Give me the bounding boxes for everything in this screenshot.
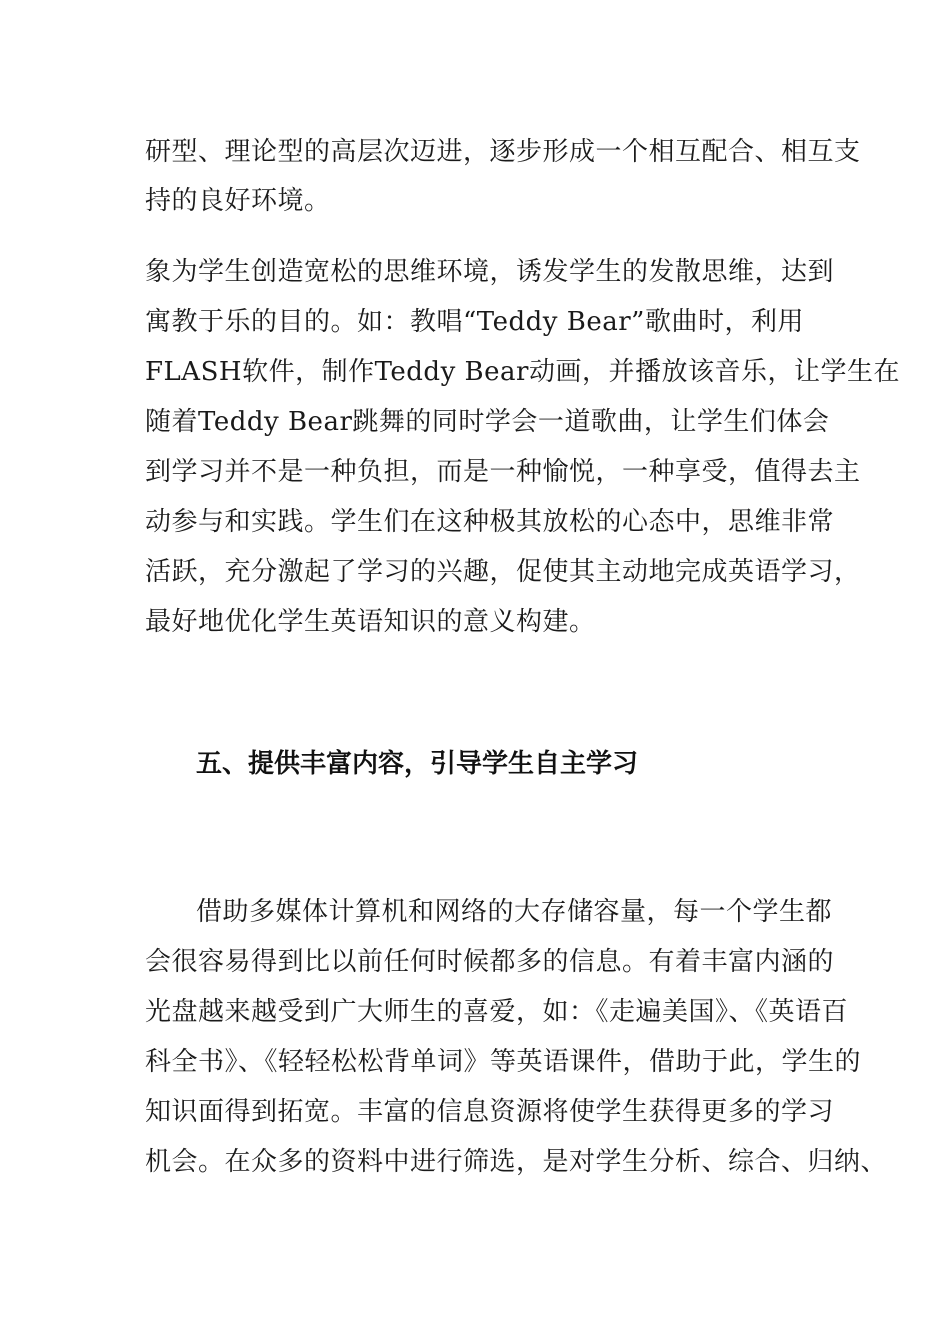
text-line: 研型、理论型的高层次迈进，逐步形成一个相互配合、相互支	[145, 137, 861, 167]
text-line: 活跃，充分激起了学习的兴趣，促使其主动地完成英语学习，	[145, 557, 861, 587]
text-line: 机会。在众多的资料中进行筛选，是对学生分析、综合、归纳、	[145, 1147, 888, 1177]
text-line: FLASH软件，制作Teddy Bear动画，并播放该音乐，让学生在	[145, 357, 900, 387]
text-line: 到学习并不是一种负担，而是一种愉悦，一种享受，值得去主	[145, 457, 861, 487]
text-line: 知识面得到拓宽。丰富的信息资源将使学生获得更多的学习	[145, 1097, 835, 1127]
text-line: 光盘越来越受到广大师生的喜爱，如：《走遍美国》、《英语百	[145, 997, 849, 1027]
text-line: 象为学生创造宽松的思维环境，诱发学生的发散思维，达到	[145, 257, 835, 287]
text-line: 借助多媒体计算机和网络的大存储容量，每一个学生都	[196, 897, 833, 927]
text-line: 持的良好环境。	[145, 186, 331, 216]
text-line: 科全书》、《轻轻松松背单词》等英语课件，借助于此，学生的	[145, 1047, 862, 1077]
section-heading: 五、提供丰富内容，引导学生自主学习	[196, 749, 639, 779]
text-line: 最好地优化学生英语知识的意义构建。	[145, 607, 596, 637]
text-line: 寓教于乐的目的。如：教唱“Teddy Bear”歌曲时，利用	[145, 307, 804, 337]
text-line: 动参与和实践。学生们在这种极其放松的心态中，思维非常	[145, 507, 835, 537]
text-line: 随着Teddy Bear跳舞的同时学会一道歌曲，让学生们体会	[145, 407, 830, 437]
text-line: 会很容易得到比以前任何时候都多的信息。有着丰富内涵的	[145, 947, 835, 977]
